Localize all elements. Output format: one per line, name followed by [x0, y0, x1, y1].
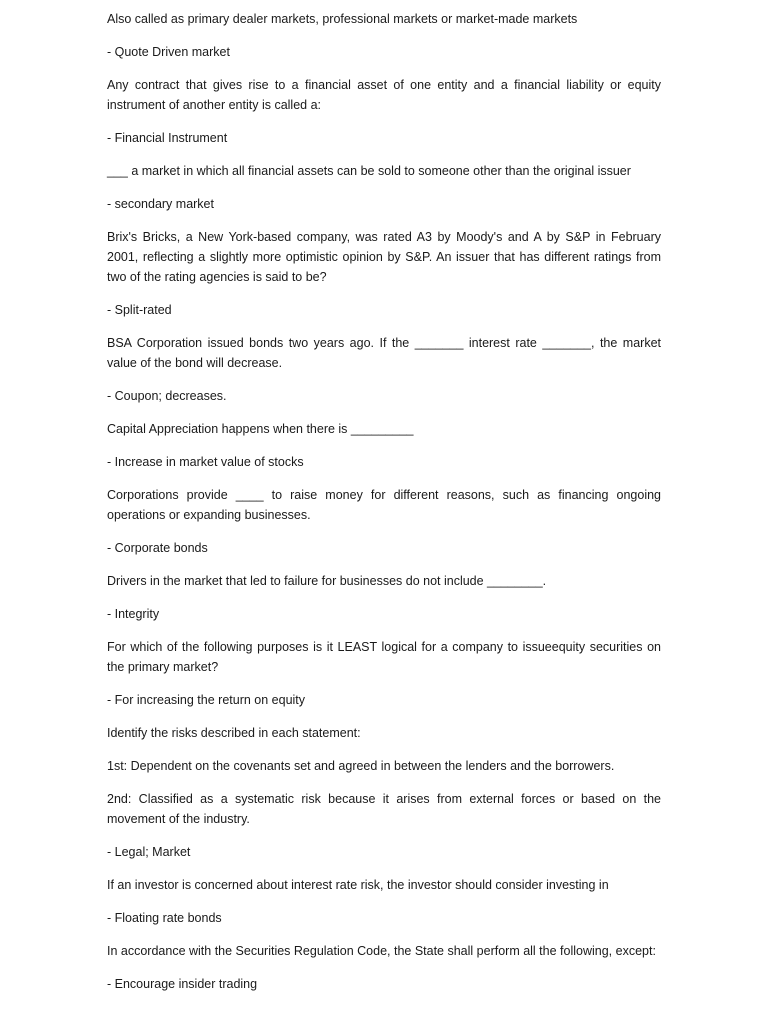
question-paragraph: Drivers in the market that led to failure for businesses do not include ________.: [107, 574, 547, 588]
answer-line: - Quote Driven market: [107, 45, 230, 59]
question-paragraph: If an investor is concerned about interest rate risk, the investor should consider investing in: [107, 878, 609, 892]
answer-line: - Legal; Market: [107, 845, 191, 859]
answer-line: - Coupon; decreases.: [107, 389, 227, 403]
question-paragraph: BSA Corporation issued bonds two years ago. If the _______ interest rate _______, the market value of the bond will decrease.: [107, 336, 661, 370]
answer-line: - secondary market: [107, 197, 214, 211]
question-paragraph: In accordance with the Securities Regulation Code, the State shall perform all the following, except:: [107, 944, 656, 958]
question-paragraph: Also called as primary dealer markets, professional markets or market-made markets: [107, 12, 578, 26]
answer-line: - Floating rate bonds: [107, 911, 222, 925]
answer-line: - Increase in market value of stocks: [107, 455, 304, 469]
question-paragraph: Capital Appreciation happens when there is _________: [107, 422, 414, 436]
answer-line: - Encourage insider trading: [107, 977, 258, 991]
answer-line: - For increasing the return on equity: [107, 693, 306, 707]
document-body: [107, 9, 661, 1007]
answer-line: - Corporate bonds: [107, 541, 208, 555]
question-paragraph: Identify the risks described in each statement:: [107, 726, 361, 740]
statement-paragraph: 2nd: Classified as a systematic risk because it arises from external forces or based on the movement of the industry.: [107, 792, 661, 826]
answer-line: - Financial Instrument: [107, 131, 228, 145]
question-paragraph: For which of the following purposes is it LEAST logical for a company to issueequity securities on the primary market?: [107, 640, 661, 674]
question-paragraph: Corporations provide ____ to raise money for different reasons, such as financing ongoing operations or expanding businesses.: [107, 488, 661, 522]
question-paragraph: Any contract that gives rise to a financial asset of one entity and a financial liability or equity instrument of another entity is called a:: [107, 78, 661, 112]
answer-line: - Split-rated: [107, 303, 172, 317]
answer-line: - Integrity: [107, 607, 160, 621]
question-paragraph: Brix's Bricks, a New York-based company, was rated A3 by Moody's and A by S&P in February 2001, reflecting a slightly more optimistic opinion by S&P. An issuer that has different ratings from two of the rating agencies is said to be?: [107, 230, 661, 284]
statement-paragraph: 1st: Dependent on the covenants set and agreed in between the lenders and the borrowers.: [107, 759, 615, 773]
question-paragraph: ___ a market in which all financial assets can be sold to someone other than the original issuer: [107, 164, 631, 178]
